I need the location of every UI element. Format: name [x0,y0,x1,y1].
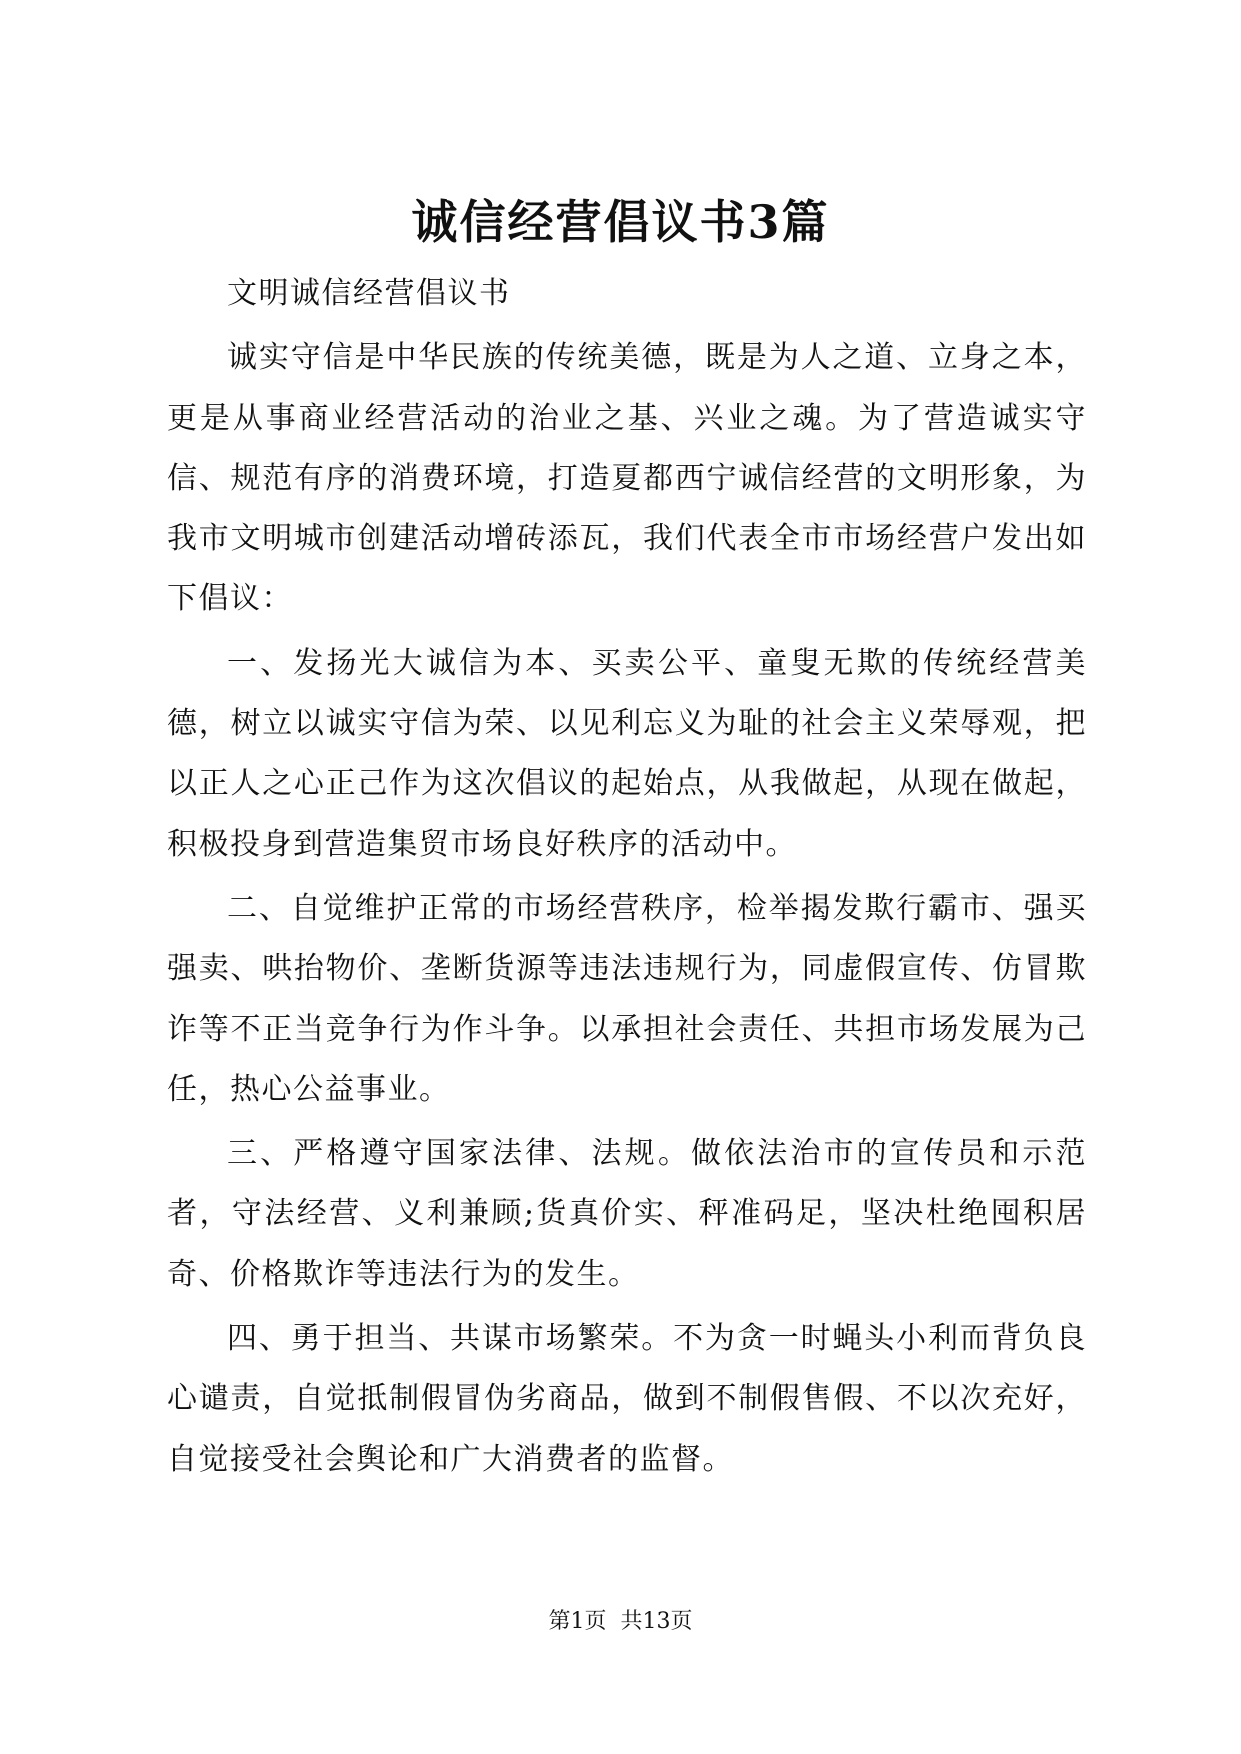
document-title: 诚信经营倡议书3篇 [411,195,830,249]
page-number-label: 第1页 共13页 [548,1609,693,1634]
page-footer [0,1607,1241,1637]
document-body [167,264,1087,1494]
paragraph-subtitle: 文明诚信经营倡议书 [227,276,511,311]
paragraph-item-1: 一、发扬光大诚信为本、买卖公平、童叟无欺的传统经营美德，树立以诚实守信为荣、以见利忘义为耻的社会主义荣辱观，把以正人之心正己作为这次倡议的起始点，从我做起，从现在做起，积极投身到营造集贸市场良好秩序的活动中。 [167,645,1087,862]
paragraph-intro: 诚实守信是中华民族的传统美德，既是为人之道、立身之本，更是从事商业经营活动的治业之基、兴业之魂。为了营造诚实守信、规范有序的消费环境，打造夏都西宁诚信经营的文明形象，为我市文明城市创建活动增砖添瓦，我们代表全市市场经营户发出如下倡议： [167,340,1087,617]
paragraph-item-2: 二、自觉维护正常的市场经营秩序，检举揭发欺行霸市、强买强卖、哄抬物价、垄断货源等违法违规行为，同虚假宣传、仿冒欺诈等不正当竞争行为作斗争。以承担社会责任、共担市场发展为己任，热心公益事业。 [167,890,1087,1107]
paragraph-item-4: 四、勇于担当、共谋市场繁荣。不为贪一时蝇头小利而背负良心谴责，自觉抵制假冒伪劣商品，做到不制假售假、不以次充好，自觉接受社会舆论和广大消费者的监督。 [167,1321,1087,1477]
paragraph-item-3: 三、严格遵守国家法律、法规。做依法治市的宣传员和示范者，守法经营、义利兼顾;货真价实、秤准码足，坚决杜绝囤积居奇、价格欺诈等违法行为的发生。 [167,1136,1087,1292]
